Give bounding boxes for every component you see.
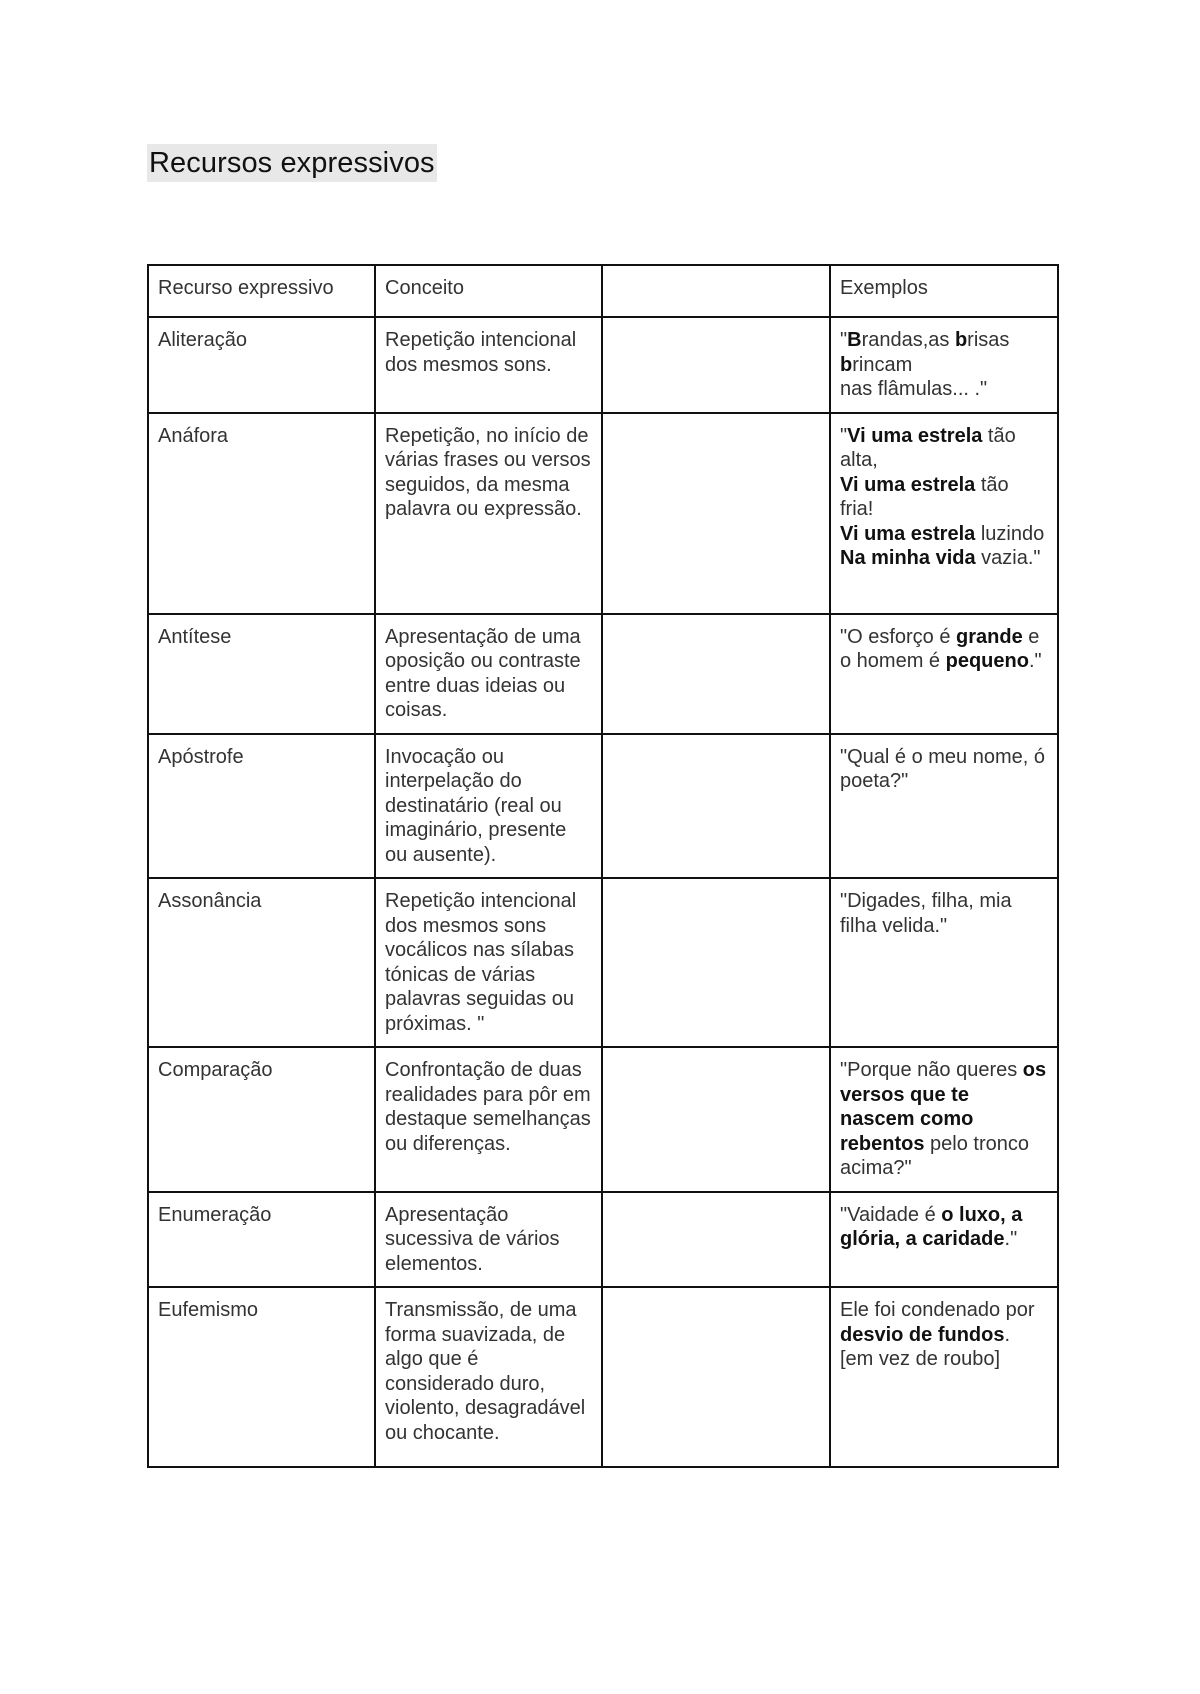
empty-cell bbox=[602, 878, 830, 1047]
exemplo-cell bbox=[830, 878, 1058, 1047]
exemplo-cell bbox=[830, 317, 1058, 413]
empty-cell bbox=[602, 1047, 830, 1192]
example-bold-text: Vi uma estrela bbox=[840, 473, 976, 496]
conceito-cell: Transmissão, de uma forma suavizada, de algo que é considerado duro, violento, desagradável ou chocante. bbox=[375, 1287, 602, 1467]
example-text: rincam bbox=[852, 353, 913, 376]
conceito-cell: Confrontação de duas realidades para pôr em destaque semelhanças ou diferenças. bbox=[375, 1047, 602, 1192]
recurso-cell: Aliteração bbox=[148, 317, 375, 413]
recurso-cell: Eufemismo bbox=[148, 1287, 375, 1467]
table-row bbox=[148, 614, 1058, 734]
empty-cell bbox=[602, 1192, 830, 1288]
example-text: "Porque não queres bbox=[840, 1059, 1023, 1081]
example-text: randas,as bbox=[861, 329, 955, 351]
example-text: "O esforço é bbox=[840, 625, 957, 648]
exemplo-cell bbox=[830, 413, 1058, 614]
recurso-cell: Anáfora bbox=[148, 413, 375, 614]
header-exemplos: Exemplos bbox=[830, 265, 1058, 317]
example-text: luzindo bbox=[975, 522, 1045, 545]
example-text: vazia." bbox=[975, 547, 1041, 569]
example-bold-text: B bbox=[847, 329, 862, 351]
example-bold-text: Na minha vida bbox=[840, 547, 976, 569]
recurso-cell: Antítese bbox=[148, 614, 375, 734]
example-bold-text: Vi uma estrela bbox=[847, 424, 983, 447]
empty-cell bbox=[602, 614, 830, 734]
table-row bbox=[148, 1287, 1058, 1467]
example-text: nas flâmulas... ." bbox=[840, 378, 988, 400]
example-text: e o homem é bbox=[840, 625, 1040, 672]
example-bold-text: grande bbox=[956, 625, 1023, 648]
exemplo-cell bbox=[830, 1192, 1058, 1288]
example-bold-text: desvio de fundos bbox=[840, 1323, 1005, 1346]
page-title: Recursos expressivos bbox=[147, 144, 437, 182]
conceito-cell: Repetição, no início de várias frases ou versos seguidos, da mesma palavra ou expressão. bbox=[375, 413, 602, 614]
example-bold-text: os versos que te nascem como rebentos bbox=[840, 1059, 1047, 1155]
example-text: " bbox=[840, 329, 848, 351]
conceito-cell: Invocação ou interpelação do destinatário (real ou imaginário, presente ou ausente). bbox=[375, 734, 602, 879]
example-text: " bbox=[840, 424, 848, 447]
example-bold-text: b bbox=[954, 329, 968, 351]
example-text: Ele foi condenado por bbox=[840, 1299, 1035, 1321]
resources-table bbox=[147, 264, 1059, 1468]
example-text: "Qual é o meu nome, ó poeta?" bbox=[840, 745, 1045, 792]
example-bold-text: o luxo, a glória, a caridade bbox=[840, 1203, 1023, 1250]
header-empty bbox=[602, 265, 830, 317]
conceito-cell: Apresentação sucessiva de vários elementos. bbox=[375, 1192, 602, 1288]
exemplo-cell bbox=[830, 1287, 1058, 1467]
example-text: ." bbox=[1028, 650, 1042, 672]
exemplo-cell bbox=[830, 734, 1058, 879]
example-text: ." bbox=[1004, 1228, 1018, 1250]
empty-cell bbox=[602, 1287, 830, 1467]
example-text: "Vaidade é bbox=[840, 1203, 942, 1226]
example-text: tão fria! bbox=[840, 473, 1009, 520]
example-text: "Digades, filha, mia filha velida." bbox=[840, 890, 1012, 937]
table-row bbox=[148, 1192, 1058, 1288]
example-bold-text: Vi uma estrela bbox=[840, 522, 976, 545]
table-row bbox=[148, 878, 1058, 1047]
exemplo-cell bbox=[830, 614, 1058, 734]
table-row bbox=[148, 734, 1058, 879]
header-conceito: Conceito bbox=[375, 265, 602, 317]
table-header-row bbox=[148, 265, 1058, 317]
conceito-cell: Repetição intencional dos mesmos sons. bbox=[375, 317, 602, 413]
empty-cell bbox=[602, 734, 830, 879]
example-text: risas bbox=[967, 329, 1010, 351]
recurso-cell: Apóstrofe bbox=[148, 734, 375, 879]
table-row bbox=[148, 1047, 1058, 1192]
table-row bbox=[148, 317, 1058, 413]
table-row bbox=[148, 413, 1058, 614]
empty-cell bbox=[602, 317, 830, 413]
recurso-cell: Enumeração bbox=[148, 1192, 375, 1288]
empty-cell bbox=[602, 413, 830, 614]
example-text: pelo tronco acima?" bbox=[840, 1132, 1029, 1179]
header-recurso: Recurso expressivo bbox=[148, 265, 375, 317]
exemplo-cell bbox=[830, 1047, 1058, 1192]
example-text: . [em vez de roubo] bbox=[840, 1323, 1011, 1370]
recurso-cell: Comparação bbox=[148, 1047, 375, 1192]
example-bold-text: pequeno bbox=[945, 650, 1029, 672]
conceito-cell: Apresentação de uma oposição ou contraste entre duas ideias ou coisas. bbox=[375, 614, 602, 734]
recurso-cell: Assonância bbox=[148, 878, 375, 1047]
example-bold-text: b bbox=[840, 353, 853, 376]
example-text: tão alta, bbox=[840, 424, 1016, 471]
conceito-cell: Repetição intencional dos mesmos sons vocálicos nas sílabas tónicas de várias palavras seguidas ou próximas. " bbox=[375, 878, 602, 1047]
